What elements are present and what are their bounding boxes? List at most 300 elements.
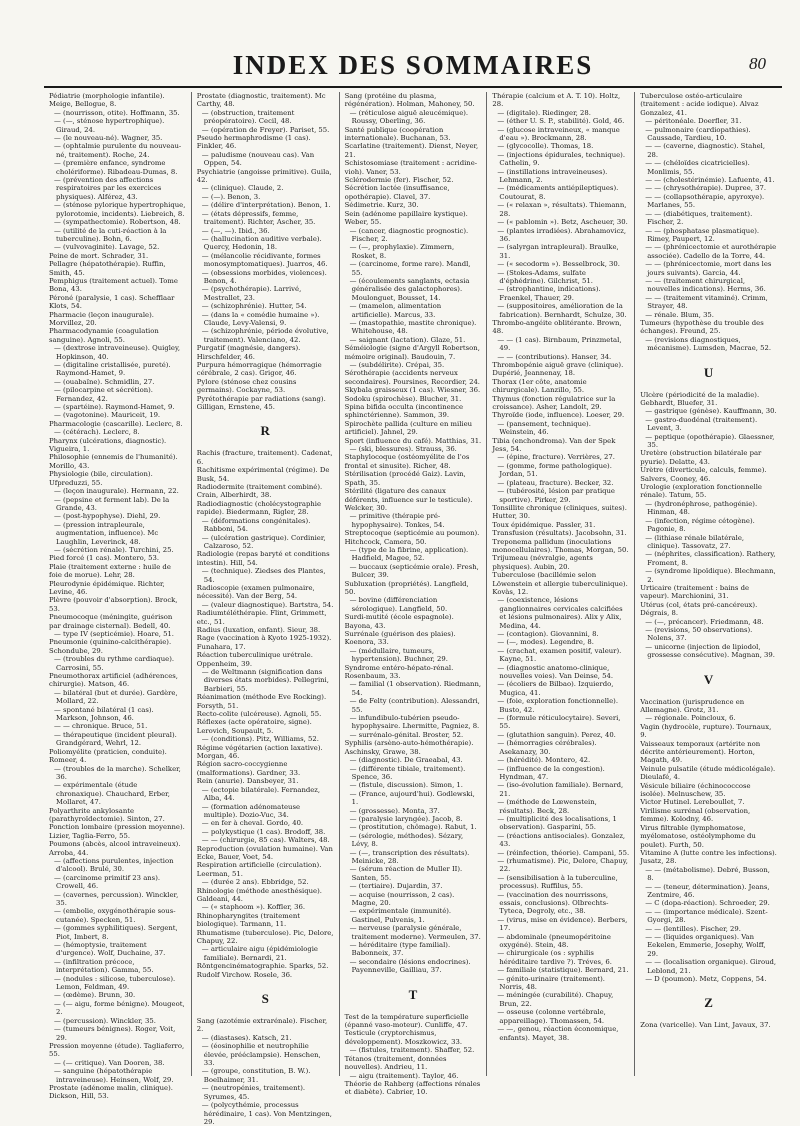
index-entry: — (type de la fibrine, application). Hadfield, Magee, 52. xyxy=(349,545,469,563)
index-entry: Sédimetrie. Kurz, 30. xyxy=(344,201,419,210)
index-column xyxy=(339,92,487,1097)
index-entry: Test de la température superficielle (épanné vaso-moteur). Cunliffe, 47. xyxy=(344,1012,469,1030)
index-entry: Victor Hutinel. Lereboullet, 7. xyxy=(640,798,745,807)
index-entry: — gastro-duodénal (traitement). Levent, 3. xyxy=(645,415,758,433)
index-entry: — (clinique). Claude, 2. xyxy=(201,184,284,193)
index-entry: Schistosomiase (traitement : acridine-vioh). Vaner, 53. xyxy=(344,159,478,176)
index-entry: Peine de mort. Schrader, 31. xyxy=(49,251,149,260)
section-letter: R xyxy=(260,423,270,439)
index-entry: — (plantes irradiées). Abrahamovicz, 36. xyxy=(497,226,627,243)
index-entry: — (schizophrénie). Hutter, 54. xyxy=(201,302,307,311)
index-entry: — (néphrites, classification). Rathery, Froment, 8. xyxy=(645,550,776,567)
index-entry: — (nourrisson, otite). Hoffmann, 35. xyxy=(54,108,180,117)
index-entry: — (états dépressifs, femme, traitement). Richter, Ascher, 35. xyxy=(201,209,316,227)
index-entry: Vaccination (jurisprudence en Allemagne). Grotz, 31. xyxy=(640,697,745,714)
index-entry: — acquise (nourrisson, 2 cas). Magne, 20. xyxy=(349,890,455,907)
index-entry: Ulcère (périodicité de la maladie). Gebhardt, Bluefer, 31. xyxy=(640,390,760,407)
index-entry: — — (chrysothérapie). Dupree, 37. xyxy=(645,184,766,193)
index-entry: — (« relaxan », résultats). Thiemann, 28. xyxy=(497,201,627,218)
index-entry: Plaie (traitement externe : huile de foie de morue). Lehr, 28. xyxy=(49,562,171,580)
index-entry: — infundibulo-tubérien pseudo-hypophysaire. Lhermitte, Pagniez, 8. xyxy=(349,714,480,731)
index-entry: — (sensibilisation à la tuberculine, processus). Ruffilus, 55. xyxy=(497,873,618,891)
index-entry: — (hérédité). Montero, 42. xyxy=(497,756,591,765)
index-entry: — (multiplicité des localisations, 1 observation). Gasparini, 55. xyxy=(497,814,617,832)
index-entry: — (groupe, constitution, B. W.). Boelhaimer, 31. xyxy=(201,1067,311,1084)
index-entry: Rhumatisme (tuberculose). Pic, Delore, Chapuy, 22. xyxy=(196,928,334,945)
section-letter: U xyxy=(703,364,714,380)
index-entry: Skybala graisseux (1 cas). Wiesner, 36. xyxy=(344,386,481,395)
index-entry: Tuberculose ostéo-articulaire (traitement : acide iodique). Alvaz Gonzalez, 41. xyxy=(640,92,759,117)
index-entry: Poumons (abcès, alcool intraveineux). Arroba, 44. xyxy=(49,840,181,857)
index-entry: — aigu (traitement). Taylor, 46. xyxy=(349,1071,459,1080)
index-entry: — (post-hypophyse). Diehl, 29. xyxy=(54,512,161,521)
index-entry: Treponema pallidum (inoculations monocellulaires). Thomas, Morgan, 50. xyxy=(492,537,629,554)
index-entry: — (plateau, fracture). Becker, 32. xyxy=(497,478,614,487)
index-entry: — (médicaments antiépileptiques). Coutourat, 8. xyxy=(497,184,619,201)
index-entry: — (France, aujourd'hui). Godlewski, 1. xyxy=(349,789,475,807)
index-entry: — (réticulose aiguë aleucémique). Roussy, Oberling, 36. xyxy=(349,108,469,126)
index-entry: Pellagre (hépatothérapie). Ruffin, Smith, 45. xyxy=(49,260,166,277)
index-entry: — (neutropénies, traitement). Syrumes, 45. xyxy=(201,1084,306,1101)
index-entry: Poliomyélite (praticien, conduite). Romeer, 4. xyxy=(49,747,167,765)
index-entry: — primitive (thérapie pré-hypophysaire). Tonkes, 54. xyxy=(349,512,445,529)
index-entry: — (infection, régime cétogène). Pagonie, 8. xyxy=(645,516,755,534)
index-entry: — (strophantine, indications). Fraenkel, Thauer, 29. xyxy=(497,285,601,302)
index-entry: — (paralysie laryngée). Jacob, 8. xyxy=(349,814,463,823)
index-entry: Veinule pulsatile (étude médicolégale). Dieulafé, 4. xyxy=(640,764,776,782)
index-entry: Tonsillite chronique (cliniques, suites). Hutter, 30. xyxy=(492,503,627,521)
index-entry: — (ulcération gastrique). Cordinier, Calzaroso, 52. xyxy=(201,533,326,550)
index-entry: Uretère (obstruction bilatérale par pyurie). Delatte, 43. xyxy=(640,449,762,466)
index-entry: — peptique (opothérapie). Glaessner, 35. xyxy=(645,432,775,450)
index-entry: Réaction tuberculinique urétrale. Oppenheim, 39. xyxy=(196,651,313,668)
index-entry: Virilisme surrénal (observation, femme). Kolodny, 46. xyxy=(640,806,751,824)
index-entry: Réanimation (méthode Eve Rocking). Forsyth, 51. xyxy=(196,693,327,710)
index-entry: — de Felty (contribution). Alessandri, 55. xyxy=(349,697,480,714)
index-entry: — familial (1 observation). Riedmann, 54. xyxy=(349,680,482,697)
index-entry: Utérus (col, états pré-cancéreux). Dégrais, 8. xyxy=(640,600,758,618)
index-entry: — (gomme, forme pathologique). Jordan, 51. xyxy=(497,461,612,479)
index-entry: — (psychothérapie). Larrivé, Mestrallet, 23. xyxy=(201,285,302,302)
index-entry: — surrénalo-génital. Broster, 52. xyxy=(349,730,464,739)
index-entry: — (durée 2 ans). Ebbridge, 52. xyxy=(201,878,309,887)
index-entry: — abdominale (pneumopéritoine oxygéné). Stein, 48. xyxy=(497,932,611,950)
index-entry: — (influence de la congestion). Hyndman, 47. xyxy=(497,764,605,781)
index-entry: Röntgencinématographie. Sparks, 52. xyxy=(196,962,329,971)
index-entry: Stérilité (ligature des canaux déférents, influence sur le testicule). Welcker, 30. xyxy=(344,487,473,512)
index-entry: Radiodiagnostic (cholécystographie rapide). Biedermann, Rigler, 28. xyxy=(196,499,322,517)
index-entry: — (leçon inaugurale). Hermann, 22. xyxy=(54,487,179,496)
index-entry: Rhinopharyngites (traitement biologique). Tarmann, 11. xyxy=(196,911,301,929)
index-entry: Région sacro-coccygienne (malformations). Gardner, 33. xyxy=(196,760,301,777)
index-entry: Pharynx (ulcérations, diagnostic). Vigueira, 1. xyxy=(49,436,167,454)
index-entry: Surrénale (guérison des plaies). Koenora, 33. xyxy=(344,630,456,647)
index-entry: — (digitale). Riedinger, 28. xyxy=(497,108,591,117)
index-entry: Santé publique (coopération internationale). Buchanan, 53. xyxy=(344,125,451,143)
index-entry: — (éther U. S. P., stabilité). Gold, 46. xyxy=(497,117,625,126)
index-entry: Spina bifida occulta (incontinence sphinctérienne). Sammon, 39. xyxy=(344,403,463,420)
index-entry: — — (contributions). Hanser, 34. xyxy=(497,352,612,361)
index-entry: — (—, —). Ibid., 36. xyxy=(201,226,270,235)
index-entry: — (hémoptysie, traitement d'urgence). Wolf, Duchaine, 37. xyxy=(54,941,166,958)
index-entry: — nerveuse (paralysie générale, traitement moderne). Vermeulen, 37. xyxy=(349,924,481,941)
index-entry: Rachis (fracture, traitement). Cadenat, 6. xyxy=(196,449,333,466)
index-entry: — — (phrénicectomie et aurothérapie associée). Cadello de la Torre, 44. xyxy=(645,243,777,260)
index-entry: — — (liquides organiques). Van Eekelen, Emmerie, Josephy, Wolff, 29. xyxy=(645,932,766,958)
index-entry: — (le nouveau-né). Wagner, 35. xyxy=(54,134,163,143)
index-entry: — (iso-évolution familiale). Bernard, 21. xyxy=(497,781,624,798)
index-entry: Rage (vaccination à Kyoto 1925-1932). Funahara, 17. xyxy=(196,634,332,651)
index-entry: Virus filtrable (lymphomatose, myélomatose, ostéolymphome du poulet). Furth, 50. xyxy=(640,823,756,849)
index-entry: — (pepsine et ferment lab). De la Grande, 43. xyxy=(54,495,170,512)
index-entry: — — (phrénicectomie, mort dans les jours suivants). Garcia, 44. xyxy=(645,260,772,277)
index-entry: — (diagnostic anatomo-clinique, nouvelles voies). Van Deinse, 54. xyxy=(497,663,614,681)
index-entry: Radioscopie (examen pulmonaire, nécessité). Van der Berg, 54. xyxy=(196,583,315,601)
index-entry: — en fer à cheval. Gordo, 40. xyxy=(201,819,304,828)
index-entry: — (infiltration précoce, interprétation). Gamma, 55. xyxy=(54,957,154,975)
index-entry: — (virus, mise en évidence). Berbers, 17. xyxy=(497,915,628,933)
index-entry: — méningée (curabilité). Chapuy, Brun, 22. xyxy=(497,991,614,1008)
index-entry: Spirochète pallida (culture en milieu artificiel). Jahnel, 29. xyxy=(344,419,473,437)
index-entry: — thérapeutique (incident pleural). Grandgérard, Wehrl, 12. xyxy=(54,730,177,748)
index-entry: — (foie, exploration fonctionnelle). Busto, 42. xyxy=(497,697,619,714)
index-entry: — (revisions diagnostiques, mécanisme). Lumsden, Macrae, 52. xyxy=(645,335,772,353)
index-entry: Plèvre (pouvoir d'absorption). Brock, 53. xyxy=(49,596,178,613)
index-entry: — (conditions). Pitz, Williams, 52. xyxy=(201,735,319,744)
index-column xyxy=(44,92,191,1101)
index-entry: — (troubles du rythme cardiaque). Carrosini, 55. xyxy=(54,655,175,672)
index-entry: Pneumocoque (méningite, guérison par drainage cisternal). Bedell, 40. xyxy=(49,613,173,630)
index-entry: — (glucose intraveineux, « manque d'eau »). Brockmann, 28. xyxy=(497,125,620,143)
index-entry: Thrombopénie aiguë grave (clinique). Dupérié, Jeannenay, 18. xyxy=(492,361,624,378)
index-entry: — (digitaline cristallisée, pureté). Raymond-Hamet, 9. xyxy=(54,361,171,378)
index-entry: — — (1 cas). Birnbaum, Prinzmetal, 49. xyxy=(497,335,622,353)
index-entry: — bilatéral (but et durée). Gardère, Mollard, 22. xyxy=(54,688,178,706)
index-entry: — (fistules, traitement). Shaffer, 52. xyxy=(349,1046,475,1055)
index-entry: Urticaire (traitement : bains de vapeur). Marchionini, 31. xyxy=(640,583,750,601)
index-entry: — (épine, fracture). Verrières, 27. xyxy=(497,453,615,462)
index-entry: — (tumeurs bénignes). Roger, Voit, 29. xyxy=(54,1025,176,1042)
index-entry: — — (lentilles). Fischer, 29. xyxy=(645,924,741,933)
index-entry: — (cancer, diagnostic prognostic). Fischer, 2. xyxy=(349,226,469,243)
index-entry: Sport (influence du café). Matthias, 31. xyxy=(344,436,482,445)
index-column xyxy=(486,92,634,1076)
index-entry: — (revisions, 50 observations). Nolens, 37. xyxy=(645,625,753,643)
index-entry: — (mamelon, alimentation artificielle). Marcus, 33. xyxy=(349,302,442,319)
index-entry: — (affections purulentes, injection d'alcool). Brulé, 30. xyxy=(54,856,174,874)
index-entry: — familiale (statistique). Bernard, 21. xyxy=(497,966,629,975)
index-entry: — spontané bilatéral (1 cas). Markson, Johnson, 46. xyxy=(54,705,154,723)
index-entry: Surdi-mutité (école espagnole). Bayona, 43. xyxy=(344,613,454,630)
index-entry: — de Weltmann (signification dans diverses états morbides). Pellegrini, Barbieri, 55. xyxy=(201,668,329,693)
index-entry: Zona (varicelle). Van Lint, Javaux, 37. xyxy=(640,1021,771,1030)
index-entry: — — chronique. Bruce, 51. xyxy=(54,722,148,731)
index-entry: Pyrétothérapie par radiations (sang). Gilligan, Ernstene, 45. xyxy=(196,394,326,412)
index-entry: — expérimentale (immunité). Gastinel, Pulvenis, 1. xyxy=(349,907,452,924)
index-entry: — péritonéale. Doerfler, 31. xyxy=(645,117,742,126)
index-entry: — (ski, blessures). Strauss, 36. xyxy=(349,445,457,454)
index-entry: — bovine (différenciation sérologique). Langfield, 50. xyxy=(349,596,448,613)
index-entry: — (réinfection, théorie). Campani, 55. xyxy=(497,848,630,857)
index-entry: — (sténose pylorique hypertrophique, pylorotomie, incidents). Liebreich, 8. xyxy=(54,201,186,218)
index-entry: — (fistule, discussion). Simon, 1. xyxy=(349,781,463,790)
index-entry: — (diagnostic). De Graeabal, 43. xyxy=(349,756,463,765)
index-entry: — (prévention des affections respiratoires par les exercices physiques). Alférez, 43. xyxy=(54,176,162,201)
index-entry: Pemphigus (traitement actuel). Tome Bona, 43. xyxy=(49,276,178,294)
index-entry: — — (teneur, détermination). Jeans, Zentmire, 46. xyxy=(645,882,770,899)
index-entry: — (pilocarpine et sécrétion). Fernandez, 42. xyxy=(54,386,153,403)
index-entry: Physiologie (bile, circulation). Ufpreduzzi, 55. xyxy=(49,470,153,487)
index-entry: — (vagotonine). Mauriceit, 19. xyxy=(54,411,161,420)
index-entry: — C (dopa-réaction). Schroeder, 29. xyxy=(645,899,770,908)
index-entry: Rachitisme expérimental (régime). De Busk, 54. xyxy=(196,466,330,483)
index-entry: Toux épidémique. Passler, 31. xyxy=(492,520,596,529)
section-letter: Z xyxy=(704,995,713,1011)
index-entry: Reproduction (ovulation humaine). Van Ecke, Bauer, Voet, 54. xyxy=(196,844,333,861)
index-entry: — (opération de Freyer). Pariset, 55. xyxy=(201,125,330,134)
index-columns xyxy=(44,92,782,1126)
index-entry: Sclérodermie (fer). Fischer, 52. xyxy=(344,176,454,185)
index-entry: — (polycythémie, processus hérédinaire, 1 cas). Von Mentzingen, 29. xyxy=(201,1101,332,1126)
index-entry: — (« staphoom »). Koffler, 36. xyxy=(201,903,305,912)
index-entry: — (écoulements sanglants, ectasia généralisée des galactophores). Moulonguet, Bousset, 14. xyxy=(349,276,470,302)
index-entry: — (grossesse). Monta, 37. xyxy=(349,806,440,815)
index-entry: — D (poumon). Metz, Coppens, 54. xyxy=(645,975,767,983)
index-entry: — (ophtalmie purulente du nouveau-né, traitement). Roche, 24. xyxy=(54,142,182,159)
index-entry: — — (traitement vitaminé). Crimm, Strayer, 48. xyxy=(645,293,768,311)
index-entry: — — (métabolisme). Debré, Busson, 8. xyxy=(645,865,770,883)
index-entry: Sérothérapie (accidents nerveux secondaires). Poursines, Recordier, 24. xyxy=(344,369,480,386)
index-entry: — (médullaire, tumeurs, hypertension). Buchner, 29. xyxy=(349,646,448,664)
index-entry: Urologie (exploration fonctionnelle rénale). Tatum, 55. xyxy=(640,483,762,500)
index-entry: — (glycocolle). Thomas, 18. xyxy=(497,142,594,151)
index-entry: — — (phosphatase plasmatique). Rimey, Paupert, 12. xyxy=(645,226,760,243)
index-entry: Stérilisation (procédé Gaiz). Lavin, Spath, 35. xyxy=(344,470,466,487)
index-entry: Urètre (diverticule, calculs, femme). Salvers, Cooney, 46. xyxy=(640,466,767,483)
section-letter: S xyxy=(261,991,269,1007)
index-entry: Pylore (sténose chez cousins germains). Cockayne, 53. xyxy=(196,377,297,395)
page-header xyxy=(44,12,782,84)
index-entry: — (contagion). Giovannini, 8. xyxy=(497,630,599,638)
index-entry: — — (importance médicale). Szent-Gyorgi, 28. xyxy=(645,907,768,925)
index-entry: — (—, prophylaxie). Zimmern, Rosket, 8. xyxy=(349,243,455,260)
index-entry: — héréditaire (type familial). Babonneix, 37. xyxy=(349,941,451,958)
index-entry: Rhinologie (méthode anesthésique). Galdeani, 44. xyxy=(196,886,322,903)
index-entry: — (prostitution, chômage). Rabut, 1. xyxy=(349,823,477,832)
index-entry: — (technique). Ziedses des Plantes, 54. xyxy=(201,567,326,584)
index-entry: — sanguine (hépatothérapie intraveineuse). Heinsen, Wolf, 29. xyxy=(54,1067,174,1084)
index-entry: Sang (protéine du plasma, régénération). Holman, Mahoney, 50. xyxy=(344,92,475,109)
index-entry: Vagin (hydrocèle, rupture). Tournaux, 9. xyxy=(640,722,772,740)
index-entry: — pulmonaire (cardiopathies). Caussade, Tardieu, 10. xyxy=(645,125,751,143)
index-entry: — (coexistence, lésions ganglionnaires cervicales calcifiées et lésions pulmonaires). Alix y Alix, Medina, 44. xyxy=(497,596,623,630)
index-entry: Radiodermite (traitement combiné). Crain, Alberhirdt, 38. xyxy=(196,483,323,500)
index-entry: Vitamine A (lutte contre les infections). Jusatz, 28. xyxy=(640,848,777,866)
index-entry: — polykystique (1 cas). Brodoff, 38. xyxy=(201,827,326,836)
index-entry: Syndrome entéro-hépato-rénal. Rosenbaum, 33. xyxy=(344,663,454,681)
index-entry: — (réactions antisociales). Gonzalez, 43. xyxy=(497,831,626,849)
index-entry: — (dextrose intraveineuse). Quigley, Hopkinson, 40. xyxy=(54,344,181,361)
index-entry: — — (chirurgie, 85 cas). Walters, 48. xyxy=(201,836,330,845)
index-entry: — (formation adénomateuse multiple). Dozio-Vuc, 34. xyxy=(201,802,301,819)
index-entry: Staphylocoque (ostéomyélite de l'os frontal et sinusite). Richer, 48. xyxy=(344,453,470,470)
index-entry: Purpura hémorragique (hémorragie cérébrale, 2 cas). Grigor, 46. xyxy=(196,361,322,378)
index-entry: — (carcinome, forme rare). Mandl, 55. xyxy=(349,260,471,277)
index-entry: — (différente tibiale, traitement). Spence, 36. xyxy=(349,764,466,781)
index-entry: — (délire d'interprétation). Benon, 1. xyxy=(201,201,331,210)
index-entry: — (cavernes, percussion). Winckler, 35. xyxy=(54,890,179,907)
index-entry: — (salyrgan intrapleural). Braulke, 31. xyxy=(497,243,619,260)
index-entry: — (diastases). Katsch, 21. xyxy=(201,1033,292,1042)
index-entry: — (subdélirite). Crépai, 35. xyxy=(349,361,445,369)
index-entry: — (déformations congénitales). Rabboni, 54. xyxy=(201,516,311,534)
index-entry: — (Stokes-Adams, sulfate d'éphédrine). Gilchrist, 51. xyxy=(497,268,593,285)
index-entry: — secondaire (lésions endocrines). Payenneville, Gailliau, 37. xyxy=(349,957,471,975)
index-entry: — (vulvovaginite). Lavage, 52. xyxy=(54,243,160,252)
index-entry: — (nodules : silicose, tuberculose). Lemon, Feldman, 49. xyxy=(54,974,176,992)
index-entry: Radiumtéléthérapie. Flint, Grimmett, etc., 51. xyxy=(196,609,327,626)
index-entry: — (obsessions morbides, violences). Benon, 4. xyxy=(201,268,327,285)
index-entry: Pied forcé (1 cas). Montero, 53. xyxy=(49,554,159,563)
index-entry: — expérimentale (étude chronaxique). Chauchard, Erber, Mollaret, 47. xyxy=(54,781,170,807)
index-column xyxy=(191,92,339,1126)
index-entry: — osseuse (colonne vertébrale, appareillage). Thomassen, 54. xyxy=(497,1008,606,1025)
index-entry: — (sécrétion rénale). Turchini, 25. xyxy=(54,545,174,554)
index-entry: — (troubles de la marche). Schelker, 36. xyxy=(54,764,181,781)
index-column xyxy=(634,92,782,1076)
index-entry: Subluxation (propriétés). Langfield, 50. xyxy=(344,579,469,596)
section-letter: T xyxy=(408,986,418,1002)
index-entry: — — (caverne, diagnostic). Stahel, 28. xyxy=(645,142,766,159)
index-entry: — (—, modes). Legendre, 8. xyxy=(497,638,594,647)
index-entry: — (méthode de Lœwenstein, résultats). Beck, 28. xyxy=(497,798,597,815)
index-entry: — (embolie, oxygénothérapie sous-cutanée). Specken, 51. xyxy=(54,907,176,924)
index-entry: — (mastopathie, mastite chronique). Whitehouse, 48. xyxy=(349,318,477,336)
index-entry: — (—, transcription des résultats). Meinicke, 28. xyxy=(349,848,470,865)
index-entry: — (—, sténose hypertrophique). Giraud, 24. xyxy=(54,117,165,134)
index-entry: — (instillations intraveineuses). Lehmann, 2. xyxy=(497,167,608,185)
index-entry: Thymus (fonction régulatrice sur la croissance). Asher, Landolt, 29. xyxy=(492,394,616,412)
index-entry: Prostate (diagnostic, traitement). Mc Carthy, 48. xyxy=(196,92,326,109)
index-entry: Vaisseaux temporaux (artérite non décrite antérieurement). Horton, Magath, 49. xyxy=(640,739,761,765)
index-entry: Philosophie (ennemis de l'humanité). Morillo, 43. xyxy=(49,453,178,470)
index-entry: — (crachat, examen positif, valeur). Kayne, 51. xyxy=(497,646,622,664)
index-entry: — (sérologie, méthodes). Sézary, Lévy, 8. xyxy=(349,831,464,849)
index-entry: Prostate (adénome malin, clinique). Dickson, Hill, 53. xyxy=(49,1083,173,1101)
index-entry: — (« secodorm »). Besselbrock, 30. xyxy=(497,260,620,269)
index-entry: Thrombo-angéite oblitérante. Brown, 48. xyxy=(492,318,622,336)
index-entry: — (percussion). Winckler, 35. xyxy=(54,1016,156,1025)
index-entry: Respiration artificielle (circulation). Leerman, 51. xyxy=(196,861,322,878)
index-entry: — (écoliers de Bilbao). Izquierdo, Mugica, 41. xyxy=(497,680,614,697)
index-entry: Pneumothorax artificiel (adhérences, chirurgie). Matson, 46. xyxy=(49,672,178,689)
index-entry: Sodoku (spirochèse). Blucher, 31. xyxy=(344,394,462,403)
index-entry: Trijumeau (névralgie, agents physiques). Aubin, 20. xyxy=(492,554,593,571)
index-entry: — saignant (lactation). Glaze, 51. xyxy=(349,335,466,344)
index-entry: — (— aigu, forme bénigne). Mougeot, 2. xyxy=(54,999,185,1017)
index-entry: — (sérum réaction de Muller II). Santen, 55. xyxy=(349,865,463,882)
index-entry: — (—). Benon, 3. xyxy=(201,192,261,201)
index-entry: Régime végétarien (action laxative). Morgan, 46. xyxy=(196,743,323,761)
index-entry: — (pansement, technique). Weinstein, 46. xyxy=(497,419,591,437)
index-entry: — (syndrome lipoïdique). Blechmann, 2. xyxy=(645,567,776,584)
index-entry: — (utilité de la cuti-réaction à la tuberculine). Bohn, 6. xyxy=(54,226,167,243)
index-entry: — (suppositoires, amélioration de la fabrication). Bernhardt, Schulze, 30. xyxy=(497,302,627,319)
index-entry: Théorie de Rahberg (affections rénales et diabète). Cabrier, 10. xyxy=(344,1079,481,1097)
index-entry: — régionale. Poincloux, 6. xyxy=(645,714,736,723)
header-rule xyxy=(44,86,782,88)
index-entry: Tumeurs (hypothèse du trouble des échanges). Freund, 25. xyxy=(640,318,764,336)
index-entry: Sein (adénome papillaire kystique). Weber, 55. xyxy=(344,209,468,227)
index-entry: Péroné (paralysie, 1 cas). Schefflaar Klots, 54. xyxy=(49,293,175,311)
index-entry: Tuberculose (bacillémie selon Löwenstein et allergie tuberculinique). Kovàs, 12. xyxy=(492,571,628,596)
index-entry: Purgatif (magnésie, dangers). Hirschfelder, 46. xyxy=(196,344,301,361)
index-entry: Polyarthrite ankylosante (parathyroïdectomie). Sinton, 27. xyxy=(49,806,165,823)
index-entry: — (éosinophilie et neutrophilie élevée, prééclampsie). Henschen, 33. xyxy=(201,1042,321,1068)
index-entry: Syphilis (arsèno-auto-hémothérapie). Aschinsky, Grawe, 38. xyxy=(344,739,474,756)
index-entry: Séméiologie (signe d'Argyll Robertson, mémoire original). Baudouin, 7. xyxy=(344,344,480,361)
index-entry: — (gommes syphilitiques). Sergent, Piot, Imbert, 8. xyxy=(54,924,178,941)
index-entry: — — (collapsothérapie, apyroxye). Marlanes, 55. xyxy=(645,192,765,210)
index-entry: — gastrique (génèse). Kauffmann, 30. xyxy=(645,407,777,416)
index-entry: — (formule réticulocytaire). Severi, 55. xyxy=(497,714,621,731)
index-entry: — (pression intrapleurale, augmentation, influence). Mc Laughlin, Leverinck, 48. xyxy=(54,520,159,546)
index-entry: — (sympathectomie). Robertson, 48. xyxy=(54,218,181,227)
index-entry: Pharmacologie (cascarille). Leclerc, 8. xyxy=(49,419,183,428)
index-entry: Testicule (cryptorchismus, développement). Moszkowicz, 33. xyxy=(344,1029,463,1046)
index-entry: — (carcinome primitif 23 ans). Crowell, 46. xyxy=(54,873,161,891)
index-entry: — (ectopie bilatérale). Fernandez, Alba, 44. xyxy=(201,785,321,803)
section-letter: V xyxy=(703,671,714,687)
index-entry: — — (traitement chirurgical, nouvelles indications). Herms, 36. xyxy=(645,276,766,294)
page-title: INDEX DES SOMMAIRES xyxy=(232,50,594,80)
index-entry: — (tertiaire). Dujardin, 37. xyxy=(349,882,443,891)
index-entry: Rudolf Virchow. Rosele, 36. xyxy=(196,970,293,979)
index-entry: — (première enfance, syndrome cholériforme). Ribadeau-Dumas, 8. xyxy=(54,159,178,176)
index-entry: Pédiatrie (morphologie infantile). Meige, Bellogue, 8. xyxy=(49,92,165,109)
index-entry: — (rhumatisme). Pic, Delore, Chapuy, 22. xyxy=(497,856,628,874)
index-entry: — (lithiase rénale bilatérale, clinique). Tassovatz, 27. xyxy=(645,533,745,550)
index-entry: Scarlatine (traitement). Dienst, Neyer, 21. xyxy=(344,142,479,159)
index-entry: — — (cholestérinémie). Lafuente, 41. xyxy=(645,176,775,185)
index-entry: Sécrétion lactée (insuffisance, opothérapie). Clavel, 37. xyxy=(344,184,450,201)
index-entry: — (spartéine). Raymond-Hamet, 9. xyxy=(54,403,175,412)
index-entry: — (« pablomin »). Betz, Ascheuer, 30. xyxy=(497,218,628,227)
index-entry: — — (localisation organique). Giroud, Leblond, 21. xyxy=(645,958,777,975)
index-entry: Tibia (enchondroma). Van der Spek Jess, 54. xyxy=(492,436,616,454)
index-entry: — rénale. Blum, 35. xyxy=(645,310,714,319)
index-entry: Ponction lombaire (pression moyenne). Lizier, Taglia-Ferro, 55. xyxy=(49,823,185,840)
index-entry: — — (chéloïdes cicatricielles). Monlimis, 55. xyxy=(645,159,750,176)
index-entry: — (tubérosité, lésion par pratique sportive). Pirker, 29. xyxy=(497,487,615,504)
index-entry: — unicorne (injection de lipiodol, grossesse consécutive). Magnan, 39. xyxy=(645,642,775,660)
index-entry: Pression moyenne (étude). Tagliaferro, 55. xyxy=(49,1041,185,1059)
index-entry: — (hémorragies cérébrales). Asekanazy, 30. xyxy=(497,739,597,756)
index-entry: — (œdème). Brunn, 30. xyxy=(54,991,136,1000)
index-entry: — (cétérach). Leclerc, 8. xyxy=(54,428,140,437)
index-entry: — (schizophrénie, période évolutive, traitement). Valenciano, 42. xyxy=(201,327,329,344)
page-number: 80 xyxy=(749,54,766,73)
index-entry: Radius (luxation, enfant). Sieur, 38. xyxy=(196,625,321,634)
index-entry: Vésicule biliaire (échinococcose isolée). Melnuschew, 35. xyxy=(640,781,751,799)
index-entry: — buccaux (septicémie orale). Fresh, Bulcer, 39. xyxy=(349,562,479,580)
index-entry: Sang (azotémie extrarénale). Fischer, 2. xyxy=(196,1017,328,1034)
index-entry: Tétanos (traitement, données nouvelles). Andrieu, 11. xyxy=(344,1054,447,1072)
index-entry: Psychiatrie (angoisse primitive). Guila, 42. xyxy=(196,167,332,185)
index-entry: Réflexes (acte opératoire, signe). Lerovich, Soupault, 5. xyxy=(196,718,312,735)
index-entry: Thérapie (calcium et A. T. 10). Holtz, 28. xyxy=(492,92,621,109)
index-entry: Radiologie (repas baryté et conditions intestin). Hill, 54. xyxy=(196,550,330,567)
